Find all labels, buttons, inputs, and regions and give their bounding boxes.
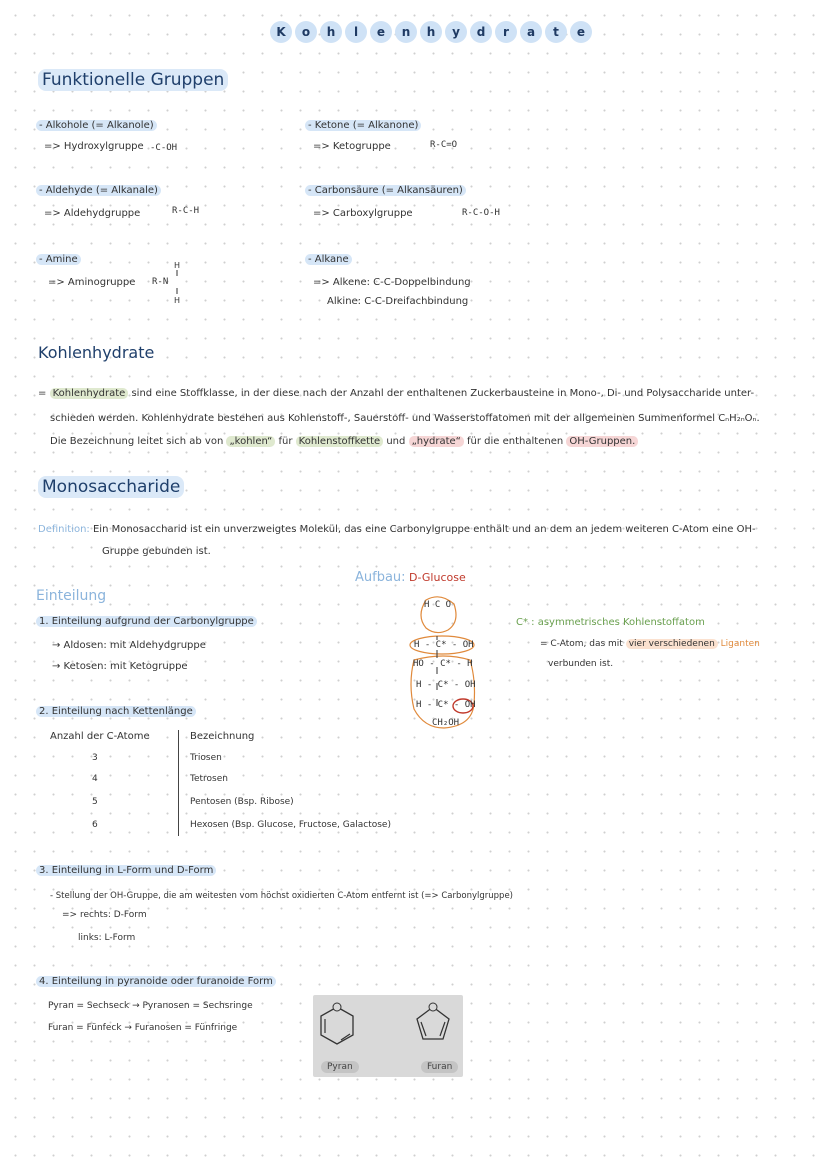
glucose-row-2: H - C* - OH — [414, 640, 474, 650]
einteilung-3: 3. Einteilung in L-Form und D-Form — [36, 865, 216, 876]
einteilung-1: 1. Einteilung aufgrund der Carbonylgruppe — [36, 616, 257, 627]
ketone-name: - Ketone (= Alkanone) — [305, 120, 421, 131]
pyran-line: Pyran = Sechseck → Pyranosen = Sechsringe — [48, 1001, 253, 1011]
aldosen: → Aldosen: mit Aldehydgruppe — [52, 640, 206, 651]
table-row-name: Triosen — [190, 753, 222, 763]
title-letter: h — [420, 21, 442, 43]
alkene-line: => Alkene: C-C-Doppelbindung — [313, 277, 471, 288]
table-row-name: Hexosen (Bsp. Glucose, Fructose, Galactose) — [190, 820, 391, 830]
asym-label: C* : asymmetrisches Kohlenstoffatom — [516, 617, 705, 628]
furan-label: Furan — [421, 1061, 458, 1073]
carbonsaeure-name: - Carbonsäure (= Alkansäuren) — [305, 185, 466, 196]
glucose-row-1: H C O — [424, 600, 452, 610]
links-l-form: links: L-Form — [78, 933, 136, 943]
title-letter: K — [270, 21, 292, 43]
carbonsaeure-formula: R-C-O-H — [462, 208, 500, 218]
section-heading-monosaccharide: Monosaccharide — [38, 477, 184, 497]
ketosen: → Ketosen: mit Ketogruppe — [52, 661, 188, 672]
table-row-n: 6 — [92, 820, 98, 830]
einteilung-4: 4. Einteilung in pyranoide oder furanoide Form — [36, 976, 276, 987]
asym-text-2: verbunden ist. — [548, 659, 614, 669]
section-heading-funktionelle-gruppen: Funktionelle Gruppen — [38, 70, 228, 90]
aufbau: Aufbau: D-Glucose — [355, 570, 466, 585]
asym-text-1: = C-Atom, das mit vier verschiedenen Liganten — [540, 639, 760, 649]
table-col-anzahl: Anzahl der C-Atome — [50, 731, 150, 742]
ketone-formula: R-C=O — [430, 140, 458, 150]
page-title — [270, 21, 592, 43]
aldehyde-name: - Aldehyde (= Alkanale) — [36, 185, 161, 196]
aldehyde-formula: R-C-H — [172, 206, 200, 216]
rechts-d-form: => rechts: D-Form — [62, 910, 147, 920]
title-letter: l — [345, 21, 367, 43]
glucose-row-5: H - C* - OH — [416, 700, 476, 710]
glucose-row-6: CH₂OH — [432, 718, 460, 728]
kohlenhydrate-line-1: = Kohlenhydrate sind eine Stoffklasse, in der diese nach der Anzahl der enthaltenen Zuckerbausteine in Mono-, Di- und Polysaccharide unter- — [38, 388, 755, 399]
aldehyde-group: => Aldehydgruppe — [44, 208, 141, 219]
alkohole-formula: -C-OH — [150, 143, 178, 153]
glucose-row-4: H - C* - OH — [416, 680, 476, 690]
amine-formula: R-N — [152, 277, 169, 287]
kohlenhydrate-line-2: schieden werden. Kohlenhydrate bestehen aus Kohlenstoff-, Sauerstoff- und Wasserstoffatomen mit der allgemeinen Summenformel CₙH₂ₙOₙ. — [50, 413, 760, 424]
ketone-group: => Ketogruppe — [313, 141, 391, 152]
glucose-row-3: HO - C* - H — [413, 659, 473, 669]
table-row-name: Pentosen (Bsp. Ribose) — [190, 797, 294, 807]
definition-line-1: Definition: Ein Monosaccharid ist ein unverzweigtes Molekül, das eine Carbonylgruppe enthält und an dem an jedem weiteren C-Atom eine OH- — [38, 524, 756, 535]
table-col-bezeichnung: Bezeichnung — [190, 731, 255, 742]
alkane-name: - Alkane — [305, 254, 352, 265]
title-letter: y — [445, 21, 467, 43]
alkohole-group: => Hydroxylgruppe — [44, 141, 144, 152]
table-row-n: 4 — [92, 774, 98, 784]
title-letter: r — [495, 21, 517, 43]
title-letter: a — [520, 21, 542, 43]
title-letter: o — [295, 21, 317, 43]
definition-line-2: Gruppe gebunden ist. — [102, 546, 211, 557]
svg-text:H: H — [174, 261, 181, 270]
pyran-label: Pyran — [321, 1061, 359, 1073]
title-letter: t — [545, 21, 567, 43]
alkohole-name: - Alkohole (= Alkanole) — [36, 120, 157, 131]
title-letter: n — [395, 21, 417, 43]
table-row-n: 5 — [92, 797, 98, 807]
svg-text:H: H — [174, 296, 181, 305]
title-letter: e — [570, 21, 592, 43]
einteilung-3-text: - Stellung der OH-Gruppe, die am weitesten vom höchst oxidierten C-Atom entfernt ist (=> Carbonylgruppe) — [50, 891, 513, 901]
furan-line: Furan = Fünfeck → Furanosen = Fünfringe — [48, 1023, 238, 1033]
amine-name: - Amine — [36, 254, 81, 265]
kohlenhydrate-line-3: Die Bezeichnung leitet sich ab von „kohlen“ für Kohlenstoffkette und „hydrate“ für die enthaltenen OH-Gruppen. — [50, 431, 638, 452]
einteilung-heading: Einteilung — [36, 588, 107, 604]
pyran-furan-image — [313, 995, 463, 1077]
einteilung-2: 2. Einteilung nach Kettenlänge — [36, 706, 196, 717]
alkine-line: Alkine: C-C-Dreifachbindung — [327, 296, 469, 307]
title-letter: e — [370, 21, 392, 43]
section-heading-kohlenhydrate: Kohlenhydrate — [38, 343, 155, 362]
table-row-n: 3 — [92, 753, 98, 763]
title-letter: d — [470, 21, 492, 43]
title-letter: h — [320, 21, 342, 43]
amine-group: => Aminogruppe — [48, 277, 136, 288]
carbonsaeure-group: => Carboxylgruppe — [313, 208, 413, 219]
table-divider — [178, 730, 179, 836]
table-row-name: Tetrosen — [190, 774, 228, 784]
amine-bonds — [170, 260, 184, 306]
